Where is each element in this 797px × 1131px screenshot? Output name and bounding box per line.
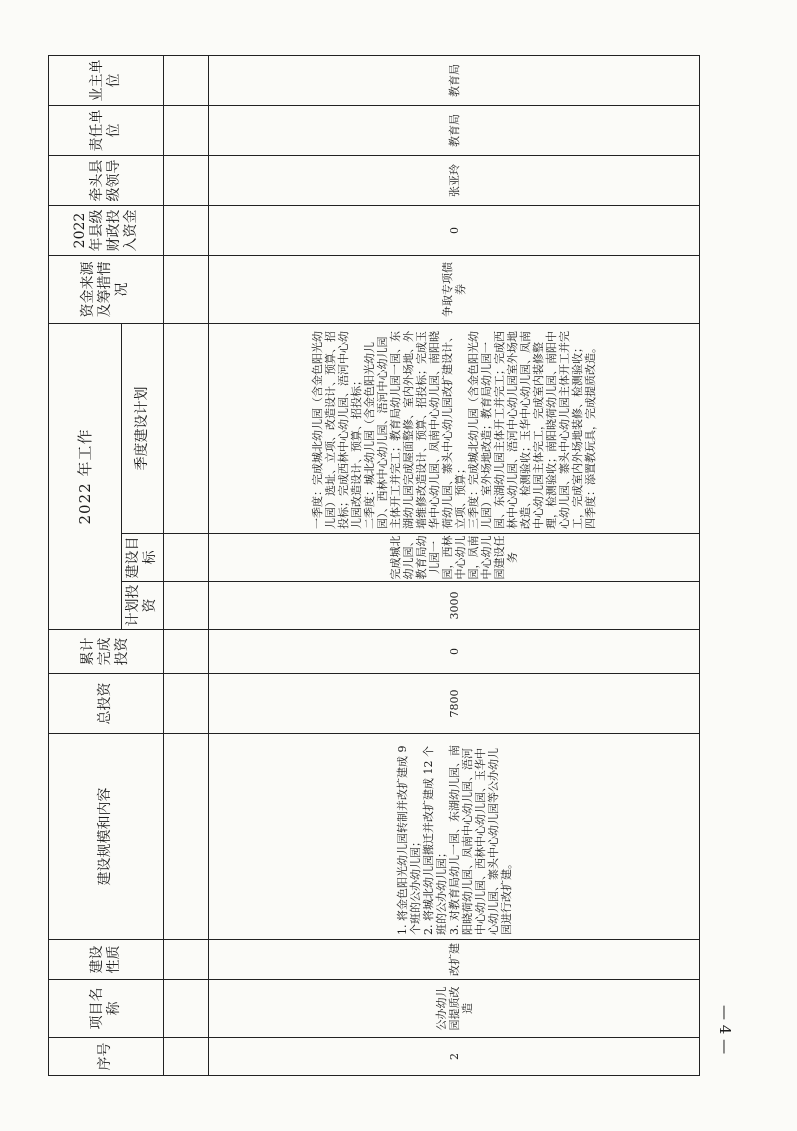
row-project-name: 公办幼儿园提质改造 (209, 980, 700, 1038)
empty-cell (163, 56, 209, 106)
empty-cell (163, 534, 209, 582)
row-owner-unit: 教育局 (209, 56, 700, 106)
empty-row (163, 56, 209, 1076)
table-row (209, 56, 700, 1076)
row-seq: 2 (209, 1038, 700, 1076)
header-county-fiscal-2022: 2022 年县级财政投入资金 (49, 206, 164, 256)
empty-cell (163, 106, 209, 156)
empty-cell (163, 980, 209, 1038)
row-total-investment: 7800 (209, 674, 700, 734)
header-project-name: 项目名称 (49, 980, 164, 1038)
empty-cell (163, 674, 209, 734)
header-funding-source: 资金来源及筹措情况 (49, 256, 164, 324)
header-responsible-unit: 责任单位 (49, 106, 164, 156)
empty-cell (163, 1038, 209, 1076)
header-cumulative-completed: 累计完成投资 (49, 630, 164, 674)
header-build-content: 建设规模和内容 (49, 734, 164, 940)
header-build-target: 建设目标 (122, 534, 163, 582)
row-county-fiscal-2022: 0 (209, 206, 700, 256)
rotated-table-wrapper (48, 56, 700, 1076)
header-work-2022: 2022 年工作 (49, 324, 122, 630)
row-lead-leader: 张亚玲 (209, 156, 700, 206)
row-build-nature: 改扩建 (209, 940, 700, 980)
header-quarterly-plan: 季度建设计划 (122, 324, 163, 534)
row-responsible-unit: 教育局 (209, 106, 700, 156)
header-build-nature: 建设性质 (49, 940, 164, 980)
header-total-investment: 总投资 (49, 674, 164, 734)
empty-cell (163, 630, 209, 674)
project-table (48, 55, 700, 1076)
row-funding-source: 争取专项债券 (209, 256, 700, 324)
header-seq: 序号 (49, 1038, 164, 1076)
row-cumulative-completed: 0 (209, 630, 700, 674)
empty-cell (163, 256, 209, 324)
page-number: — 4 — (716, 1005, 734, 1055)
header-row-1 (49, 56, 122, 1076)
empty-cell (163, 940, 209, 980)
empty-cell (163, 206, 209, 256)
row-build-content: 1. 将金色阳光幼儿园转制并改扩建成 9 个班的公办幼儿园； 2. 将城北幼儿园搬迁并改扩建成 12 个班的公办幼儿园； 3. 对教育局幼儿一园、东湖幼儿园、南阳晓荷幼儿园、凤南中心幼儿园、浯河中心幼儿园、西林中心幼儿园、玉华中心幼儿园、寨头中心幼儿园等公办幼儿园进行改扩建。 (209, 734, 700, 940)
empty-cell (163, 582, 209, 630)
header-planned-investment: 计划投资 (122, 582, 163, 630)
empty-cell (163, 734, 209, 940)
row-planned-investment: 3000 (209, 582, 700, 630)
row-quarterly-plan: 一季度：完成城北幼儿园（含金色阳光幼儿园）选址、立项、改造设计、预算、招投标；完成西林中心幼儿园、浯河中心幼儿园改造设计、预算、招投标； 二季度：城北幼儿园（含金色阳光幼儿园）、西林中心幼儿园、浯河中心幼儿园主体开工并完工；教育局幼儿园一园、东湖幼儿园完成屋面整修、室内外场地、外墙维修改造设计、预算、招投标；完成玉华中心幼儿园、凤南中心幼儿园、南阳晓荷幼儿园、寨头中心幼儿园改扩建设计、立项、预算； 三季度：完成城北幼儿园（含金色阳光幼儿园）室外场地改造；教育局幼儿园一园、东湖幼儿园主体开工并完工；完成西林中心幼儿园、浯河中心幼儿园室外场地改造、检测验收；玉华中心幼儿园、凤南中心幼儿园主体完工，完成室内装修整理，检测验收；南阳晓荷幼儿园、南阳中心幼儿园、寨头中心幼儿园主体开工并完工，完成室内外场地装修、检测验收； 四季度：添置教玩具，完成提质改造。 (209, 324, 700, 534)
empty-cell (163, 156, 209, 206)
header-lead-leader: 牵头县级领导 (49, 156, 164, 206)
header-owner-unit: 业主单位 (49, 56, 164, 106)
row-build-target: 完成城北幼儿园、教育局幼儿园一园，西林中心幼儿园，凤南中心幼儿园建设任务 (209, 534, 700, 582)
empty-cell (163, 324, 209, 534)
